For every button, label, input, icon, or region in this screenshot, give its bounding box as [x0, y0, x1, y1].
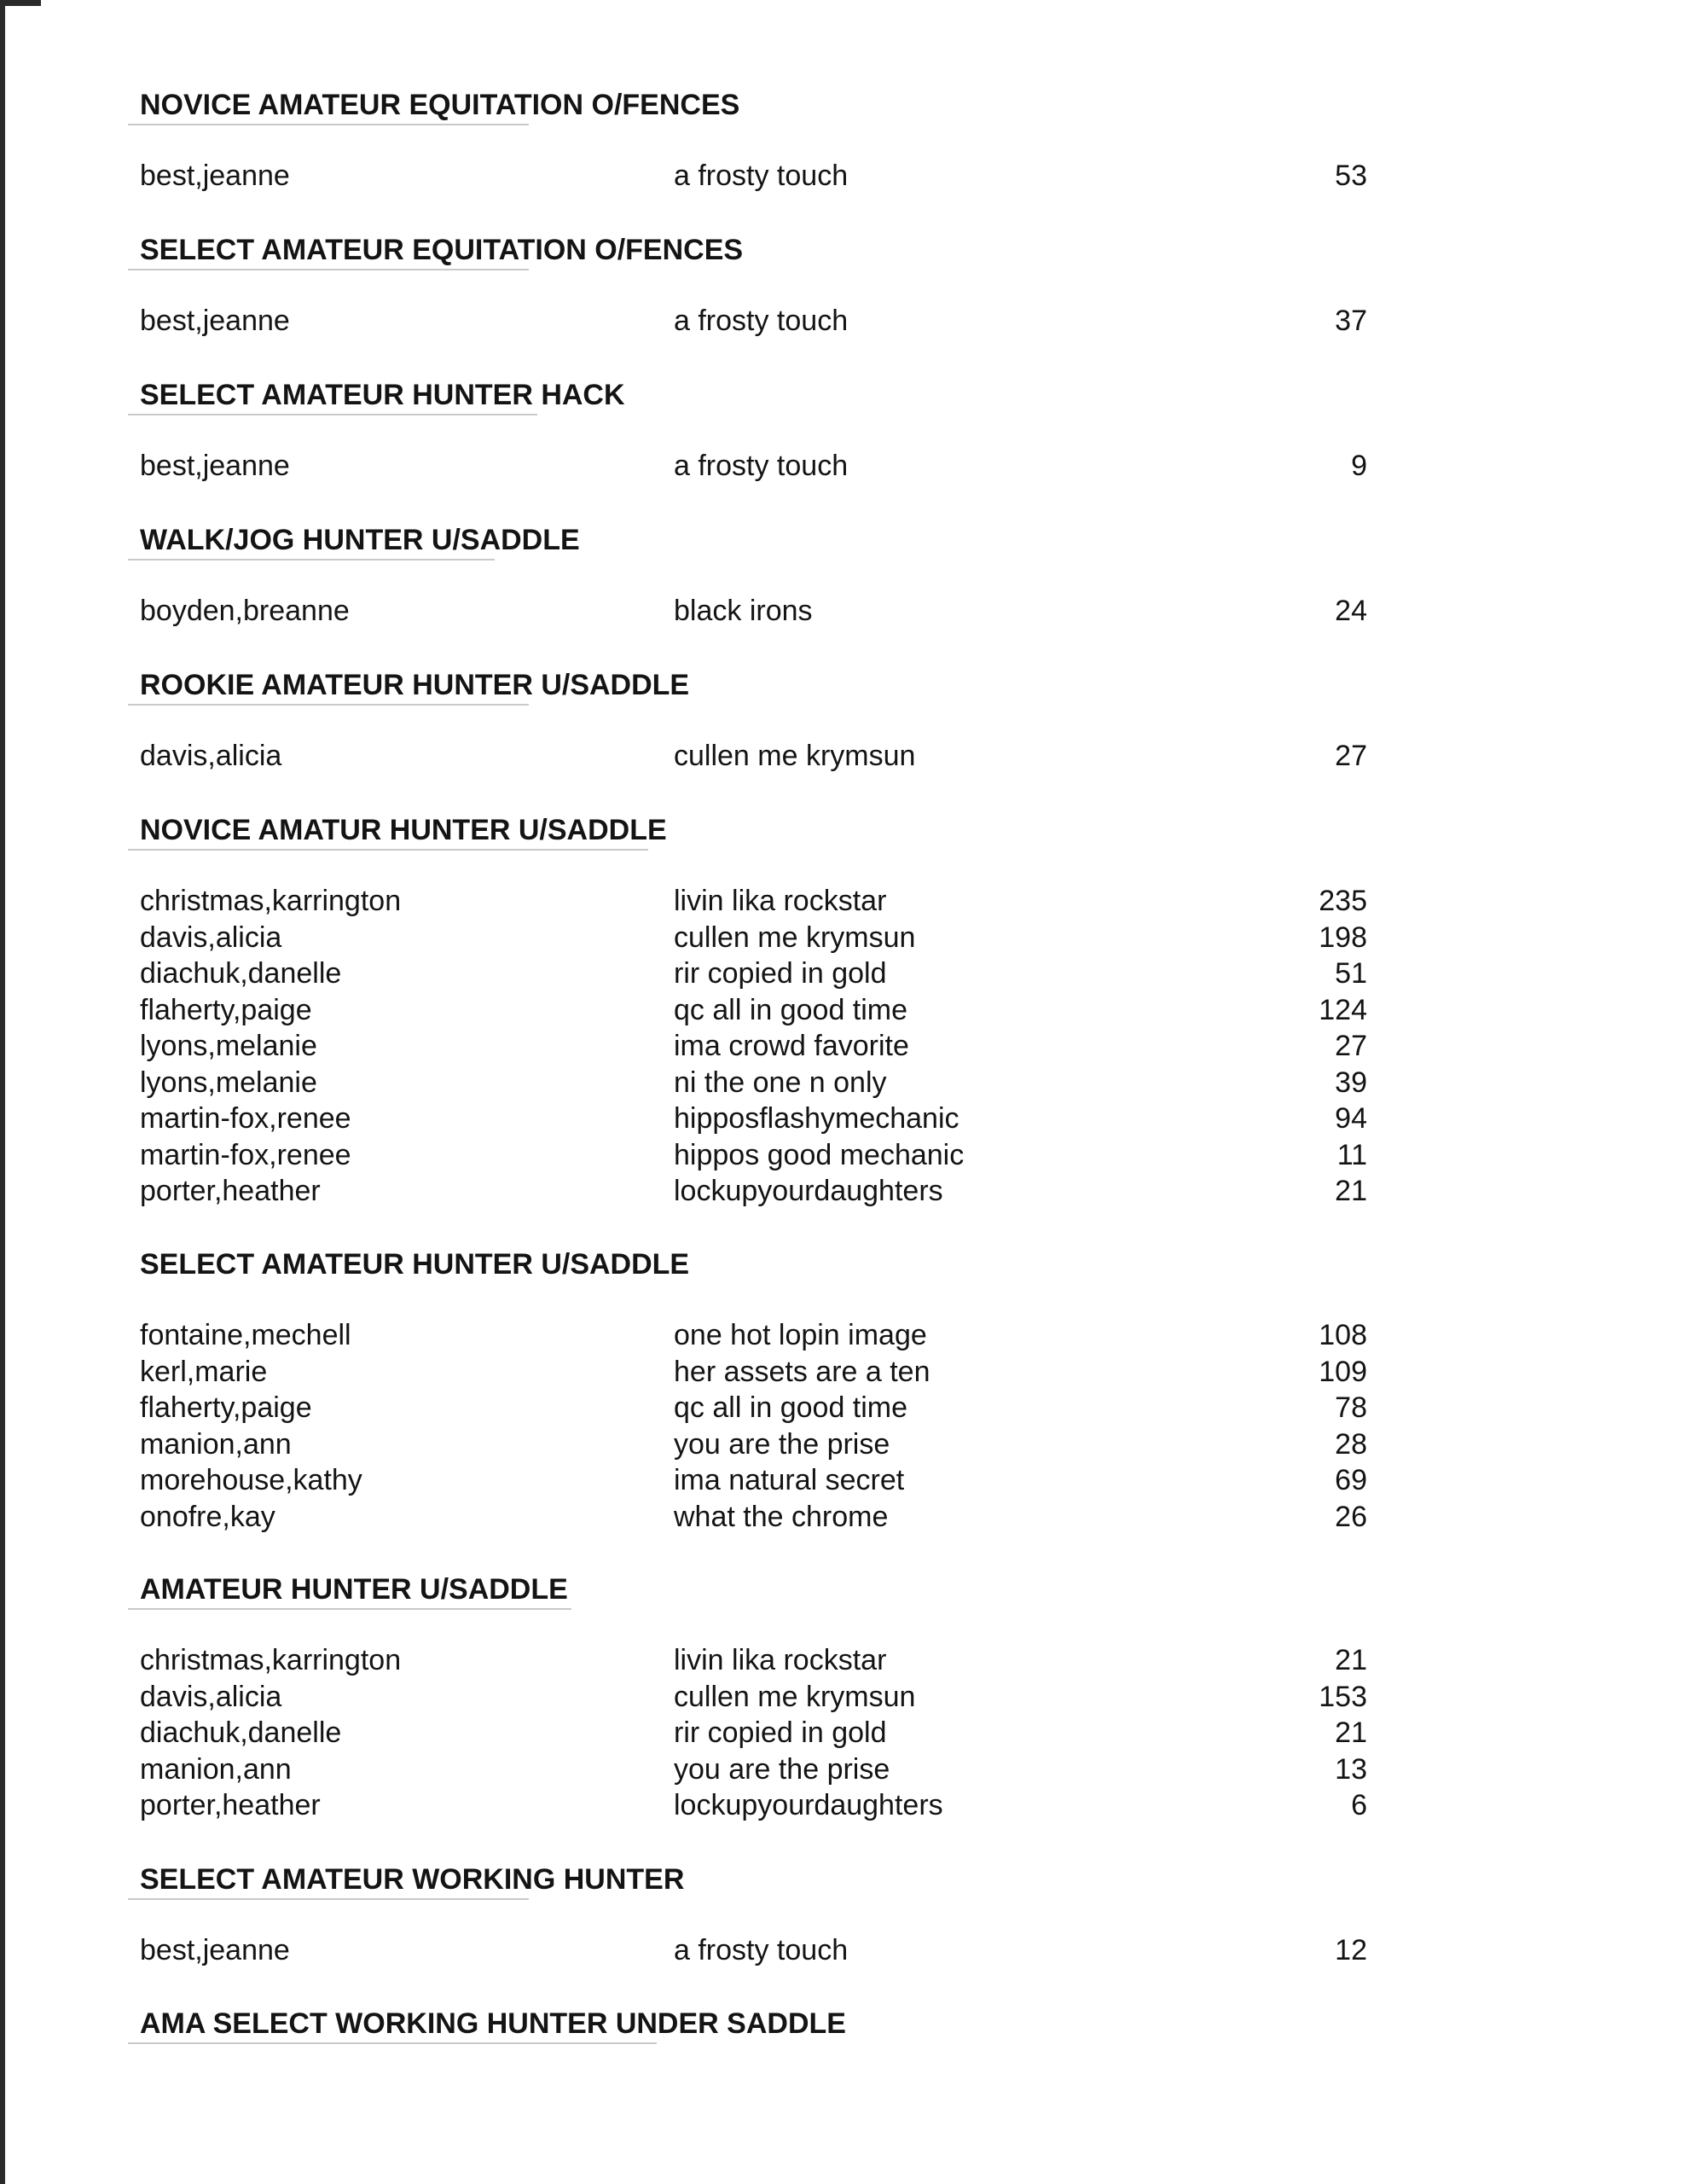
- entry-row: [0, 738, 1687, 775]
- entry-row: [0, 1679, 1687, 1716]
- entry-row: [0, 1499, 1687, 1536]
- horse-name: cullen me krymsun: [674, 740, 916, 772]
- rider-name: davis,alicia: [140, 1680, 282, 1713]
- entry-row: [0, 1354, 1687, 1391]
- heading-underline: [128, 704, 529, 706]
- points-value: 51: [1335, 957, 1367, 990]
- entry-row: [0, 1426, 1687, 1463]
- points-value: 235: [1319, 885, 1367, 917]
- points-value: 11: [1336, 1138, 1367, 1171]
- points-value: 24: [1335, 595, 1367, 627]
- horse-name: one hot lopin image: [674, 1319, 927, 1351]
- entry-row: [0, 1317, 1687, 1354]
- points-value: 78: [1335, 1391, 1367, 1424]
- entry-row: [0, 158, 1687, 195]
- entry-row: [0, 956, 1687, 992]
- class-heading: SELECT AMATEUR EQUITATION O/FENCES: [140, 234, 744, 266]
- scan-edge-top: [0, 0, 41, 6]
- points-value: 124: [1319, 993, 1367, 1026]
- class-heading: AMATEUR HUNTER U/SADDLE: [140, 1573, 568, 1606]
- rider-name: morehouse,kathy: [140, 1464, 362, 1496]
- entry-row: [0, 1715, 1687, 1751]
- points-value: 21: [1335, 1175, 1367, 1207]
- entry-row: [0, 1462, 1687, 1499]
- horse-name: a frosty touch: [674, 450, 849, 482]
- rider-name: christmas,karrington: [140, 885, 402, 917]
- horse-name: you are the prise: [674, 1752, 890, 1786]
- class-heading: ROOKIE AMATEUR HUNTER U/SADDLE: [140, 669, 690, 701]
- horse-name: livin lika rockstar: [674, 885, 887, 917]
- entry-list: [0, 158, 1687, 195]
- rider-name: best,jeanne: [140, 450, 290, 482]
- heading-underline: [128, 849, 648, 851]
- rider-name: christmas,karrington: [140, 1644, 402, 1676]
- points-value: 21: [1335, 1716, 1367, 1749]
- entry-list: [0, 303, 1687, 340]
- rider-name: davis,alicia: [140, 740, 282, 772]
- entry-row: [0, 920, 1687, 956]
- horse-name: hippos good mechanic: [674, 1138, 965, 1171]
- rider-name: diachuk,danelle: [140, 957, 342, 990]
- horse-name: qc all in good time: [674, 993, 908, 1026]
- rider-name: davis,alicia: [140, 921, 282, 954]
- points-value: 6: [1351, 1789, 1367, 1821]
- points-value: 37: [1335, 305, 1367, 337]
- entry-row: [0, 1787, 1687, 1824]
- points-value: 9: [1351, 450, 1367, 482]
- class-heading: NOVICE AMATEUR EQUITATION O/FENCES: [140, 89, 740, 121]
- class-heading: SELECT AMATEUR HUNTER U/SADDLE: [140, 1248, 690, 1281]
- horse-name: lockupyourdaughters: [674, 1789, 943, 1821]
- entry-row: [0, 992, 1687, 1029]
- points-value: 27: [1335, 740, 1367, 772]
- entry-list: [0, 593, 1687, 630]
- rider-name: boyden,breanne: [140, 595, 350, 627]
- horse-name: cullen me krymsun: [674, 1680, 916, 1713]
- points-value: 12: [1335, 1934, 1367, 1966]
- entry-row: [0, 303, 1687, 340]
- entry-row: [0, 1028, 1687, 1065]
- rider-name: kerl,marie: [140, 1355, 268, 1388]
- horse-name: you are the prise: [674, 1427, 890, 1461]
- rider-name: porter,heather: [140, 1789, 321, 1821]
- horse-name: black irons: [674, 595, 813, 627]
- entry-row: [0, 1390, 1687, 1426]
- rider-name: best,jeanne: [140, 1934, 290, 1966]
- rider-name: onofre,kay: [140, 1500, 275, 1533]
- entry-row: [0, 1173, 1687, 1210]
- heading-underline: [128, 269, 529, 270]
- entry-row: [0, 1137, 1687, 1174]
- class-heading: AMA SELECT WORKING HUNTER UNDER SADDLE: [140, 2007, 846, 2040]
- points-value: 108: [1319, 1319, 1367, 1351]
- rider-name: lyons,melanie: [140, 1030, 317, 1062]
- entry-list: [0, 1932, 1687, 1969]
- heading-underline: [128, 124, 529, 125]
- rider-name: porter,heather: [140, 1175, 321, 1207]
- horse-name: a frosty touch: [674, 305, 849, 337]
- horse-name: livin lika rockstar: [674, 1644, 887, 1676]
- points-value: 53: [1335, 160, 1367, 192]
- points-value: 27: [1335, 1030, 1367, 1062]
- entry-list: [0, 883, 1687, 1210]
- horse-name: rir copied in gold: [674, 1716, 887, 1749]
- heading-underline: [128, 1608, 571, 1610]
- points-value: 39: [1335, 1066, 1367, 1099]
- entry-list: [0, 738, 1687, 775]
- heading-underline: [128, 2042, 657, 2044]
- rider-name: manion,ann: [140, 1752, 292, 1786]
- horse-name: hipposflashymechanic: [674, 1102, 959, 1135]
- points-value: 69: [1335, 1464, 1367, 1496]
- rider-name: flaherty,paige: [140, 1391, 312, 1424]
- points-value: 13: [1335, 1752, 1367, 1786]
- rider-name: fontaine,mechell: [140, 1319, 351, 1351]
- points-value: 94: [1335, 1102, 1367, 1135]
- class-heading: SELECT AMATEUR WORKING HUNTER: [140, 1863, 685, 1896]
- rider-name: martin-fox,renee: [140, 1102, 351, 1135]
- points-value: 21: [1335, 1644, 1367, 1676]
- points-value: 26: [1335, 1500, 1367, 1533]
- heading-underline: [128, 1898, 529, 1900]
- rider-name: martin-fox,renee: [140, 1138, 351, 1171]
- points-value: 153: [1319, 1680, 1367, 1713]
- entry-list: [0, 1642, 1687, 1824]
- horse-name: ima crowd favorite: [674, 1030, 909, 1062]
- rider-name: manion,ann: [140, 1427, 292, 1461]
- horse-name: ima natural secret: [674, 1464, 905, 1496]
- entry-row: [0, 593, 1687, 630]
- entry-row: [0, 1065, 1687, 1101]
- horse-name: her assets are a ten: [674, 1355, 930, 1388]
- horse-name: qc all in good time: [674, 1391, 908, 1424]
- class-heading: SELECT AMATEUR HUNTER HACK: [140, 379, 625, 411]
- entry-row: [0, 448, 1687, 485]
- rider-name: best,jeanne: [140, 305, 290, 337]
- horse-name: what the chrome: [674, 1500, 889, 1533]
- entry-row: [0, 1932, 1687, 1969]
- horse-name: ni the one n only: [674, 1066, 887, 1099]
- horse-name: a frosty touch: [674, 1934, 849, 1966]
- entry-row: [0, 883, 1687, 920]
- rider-name: diachuk,danelle: [140, 1716, 342, 1749]
- horse-name: a frosty touch: [674, 160, 849, 192]
- points-value: 109: [1319, 1355, 1367, 1388]
- heading-underline: [128, 414, 537, 415]
- horse-name: rir copied in gold: [674, 957, 887, 990]
- points-value: 28: [1335, 1427, 1367, 1461]
- horse-name: cullen me krymsun: [674, 921, 916, 954]
- entry-list: [0, 448, 1687, 485]
- entry-row: [0, 1642, 1687, 1679]
- heading-underline: [128, 559, 495, 561]
- rider-name: best,jeanne: [140, 160, 290, 192]
- class-heading: NOVICE AMATUR HUNTER U/SADDLE: [140, 814, 667, 846]
- horse-name: lockupyourdaughters: [674, 1175, 943, 1207]
- class-heading: WALK/JOG HUNTER U/SADDLE: [140, 524, 580, 556]
- entry-row: [0, 1101, 1687, 1137]
- points-value: 198: [1319, 921, 1367, 954]
- rider-name: flaherty,paige: [140, 993, 312, 1026]
- entry-row: [0, 1751, 1687, 1788]
- entry-list: [0, 1317, 1687, 1535]
- rider-name: lyons,melanie: [140, 1066, 317, 1099]
